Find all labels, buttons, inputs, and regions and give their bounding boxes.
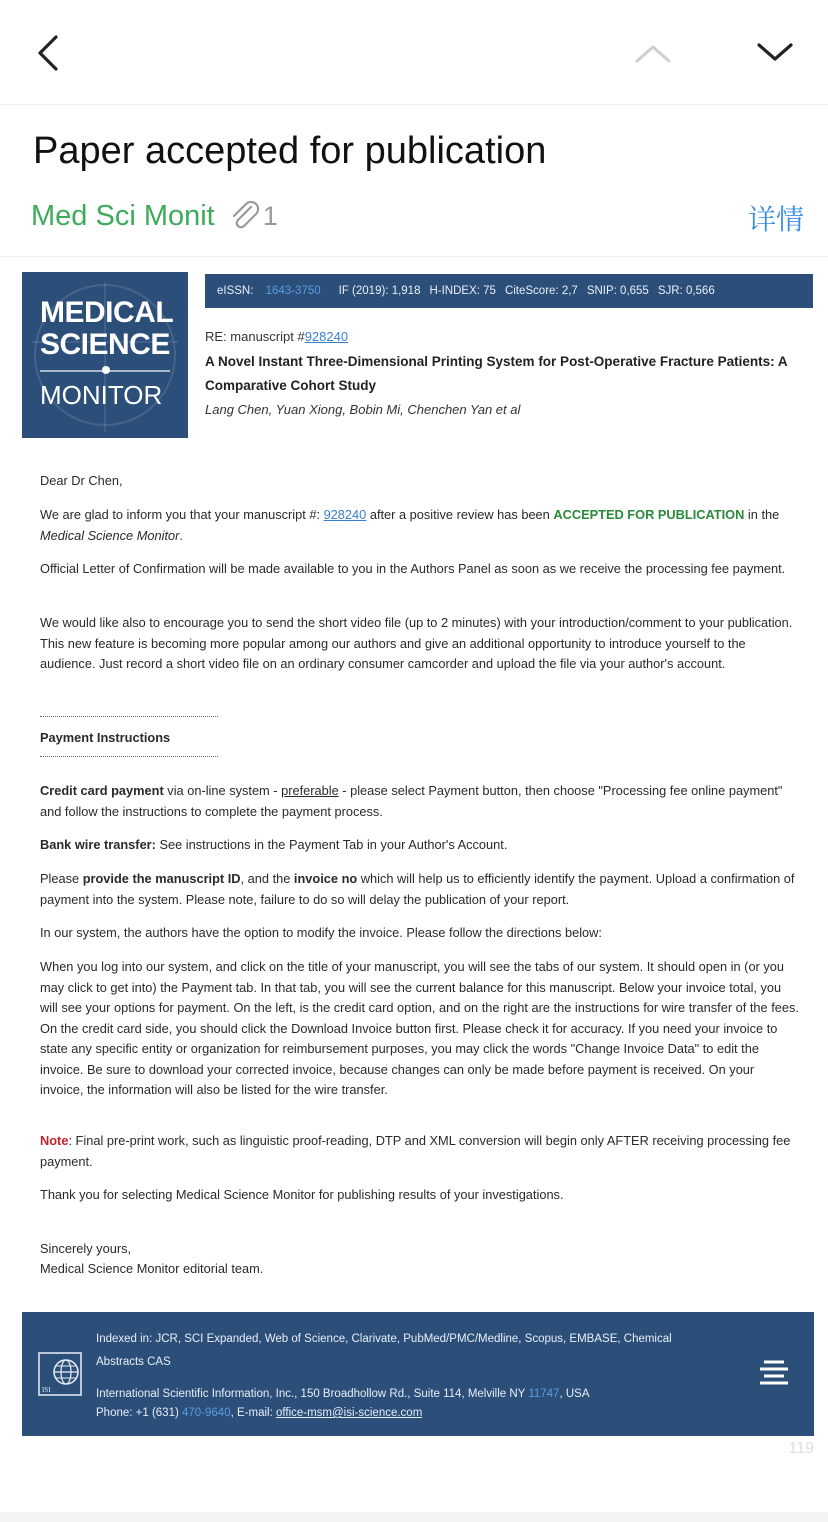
page-number: 119 [788, 1440, 814, 1457]
eissn-link[interactable]: 1643-3750 [265, 285, 321, 297]
note-paragraph: Note: Final pre-print work, such as linguistic proof-reading, DTP and XML conversion will begin only AFTER receiving processing fee payment. [40, 1133, 791, 1169]
paperclip-icon [229, 201, 261, 231]
header-divider [0, 256, 828, 257]
divider-line-top [40, 716, 218, 717]
bank-wire-paragraph: Bank wire transfer: See instructions in the Payment Tab in your Author's Account. [40, 837, 508, 852]
signature-line-2: Medical Science Monitor editorial team. [40, 1261, 264, 1276]
menu-lines-icon[interactable] [758, 1358, 790, 1388]
contact-line: Phone: +1 (631) 470-9640, E-mail: office-msm@isi-science.com [96, 1407, 423, 1419]
journal-logo [22, 272, 188, 438]
logo-text-science: SCIENCE [40, 328, 170, 361]
back-button[interactable] [22, 28, 72, 78]
payment-instructions-heading: Payment Instructions [40, 730, 171, 745]
thanks-paragraph: Thank you for selecting Medical Science Monitor for publishing results of your investigations. [40, 1187, 564, 1202]
re-manuscript-line: RE: manuscript #928240 [205, 329, 349, 344]
metric-sjr: SJR: 0,566 [657, 285, 715, 297]
next-message-button[interactable] [750, 28, 800, 78]
journal-metrics-bar [205, 274, 813, 308]
bottom-strip [0, 1512, 828, 1522]
chevron-down-icon [755, 41, 795, 65]
confirmation-paragraph: Official Letter of Confirmation will be made available to you in the Authors Panel as soon as we receive the processing fee payment. [40, 561, 786, 576]
modify-invoice-paragraph: In our system, the authors have the option to modify the invoice. Please follow the directions below: [40, 925, 602, 940]
manuscript-number-link[interactable]: 928240 [323, 507, 367, 522]
logo-text-medical: MEDICAL [40, 296, 174, 329]
divider-line-bottom [40, 756, 218, 757]
email-link[interactable]: office-msm@isi-science.com [275, 1407, 423, 1419]
email-footer [22, 1312, 814, 1436]
address-line: International Scientific Information, Inc., 150 Broadhollow Rd., Suite 114, Melville NY 11747, USA [96, 1388, 590, 1400]
logo-dot [102, 366, 110, 374]
credit-card-paragraph: Credit card payment via on-line system - preferable - please select Payment button, then choose "Processing fee online payment" and follow the instructions to complete the payment process. [40, 783, 783, 819]
sender-name[interactable]: Med Sci Monit [31, 199, 215, 232]
chevron-up-icon [633, 41, 673, 65]
sender-row [31, 196, 278, 236]
greeting: Dear Dr Chen, [40, 473, 123, 488]
metric-impact-factor: IF (2019): 1,918 [338, 285, 421, 297]
acceptance-paragraph: We are glad to inform you that your manuscript #: 928240 after a positive review has been ACCEPTED FOR PUBLICATION in the Medical Science Monitor. [40, 507, 780, 543]
attachment-count: 1 [262, 200, 278, 231]
metric-hindex: H-INDEX: 75 [429, 285, 496, 297]
manuscript-id-paragraph: Please provide the manuscript ID, and the invoice no which will help us to efficiently identify the payment. Upload a confirmation of payment into the system. Please note, failure to do so will delay the publication of your report. [40, 871, 795, 907]
attachment-indicator[interactable] [229, 201, 278, 232]
isi-globe-icon [38, 1352, 82, 1396]
phone-link[interactable]: 470-9640 [182, 1407, 231, 1419]
previous-message-button[interactable] [628, 28, 678, 78]
details-link[interactable]: 详情 [747, 204, 804, 235]
video-paragraph: We would like also to encourage you to send the short video file (up to 2 minutes) with your introduction/comment to your publication. This new feature is becoming more popular among our authors and give an additional opportunity to introduce yourself to the audience. Just record a short video file on an ordinary consumer camcorder and upload the file via your author's account. [40, 615, 793, 671]
logo-text-monitor: MONITOR [40, 380, 163, 410]
accepted-text: ACCEPTED FOR PUBLICATION [553, 507, 745, 522]
metric-citescore: CiteScore: 2,7 [504, 285, 578, 297]
paper-title: A Novel Instant Three-Dimensional Printing System for Post-Operative Fracture Patients: A Comparative Cohort Study [205, 354, 788, 393]
manuscript-link[interactable]: 928240 [304, 329, 349, 344]
top-nav-bar [0, 0, 828, 105]
zip-link[interactable]: 11747 [528, 1388, 560, 1400]
indexed-in-text: Indexed in: JCR, SCI Expanded, Web of Science, Clarivate, PubMed/PMC/Medline, Scopus, EMBASE, Chemical Abstracts CAS [96, 1333, 672, 1368]
email-subject: Paper accepted for publication [33, 130, 547, 172]
footer-text [96, 1328, 716, 1425]
svg-text:ISI: ISI [42, 1386, 51, 1394]
metric-snip: SNIP: 0,655 [586, 285, 649, 297]
login-instructions-paragraph: When you log into our system, and click on the title of your manuscript, you will see the tabs of our system. It should open in (or you may click to get into) the Payment tab. In that tab, you will see the current balance for this manuscript. Below your invoice total, you will see your options for payment. On the left, is the credit card option, and on the right are the instructions for wire transfer of the fees. On the credit card side, you should click the Download Invoice button first. Please check it for accuracy. If you need your invoice to state any specific entity or organization for reimbursement purposes, you may click the words "Change Invoice Data" to edit the invoice. Be sure to download your corrected invoice, because changes can only be made before payment is received. On your invoice, the information will also be listed for the wire transfer. [40, 959, 799, 1097]
metric-eissn: eISSN: 1643-3750 [217, 285, 321, 297]
signature-line-1: Sincerely yours, [40, 1241, 132, 1256]
paper-authors: Lang Chen, Yuan Xiong, Bobin Mi, Chenchen Yan et al [205, 402, 521, 417]
chevron-left-icon [32, 33, 62, 73]
